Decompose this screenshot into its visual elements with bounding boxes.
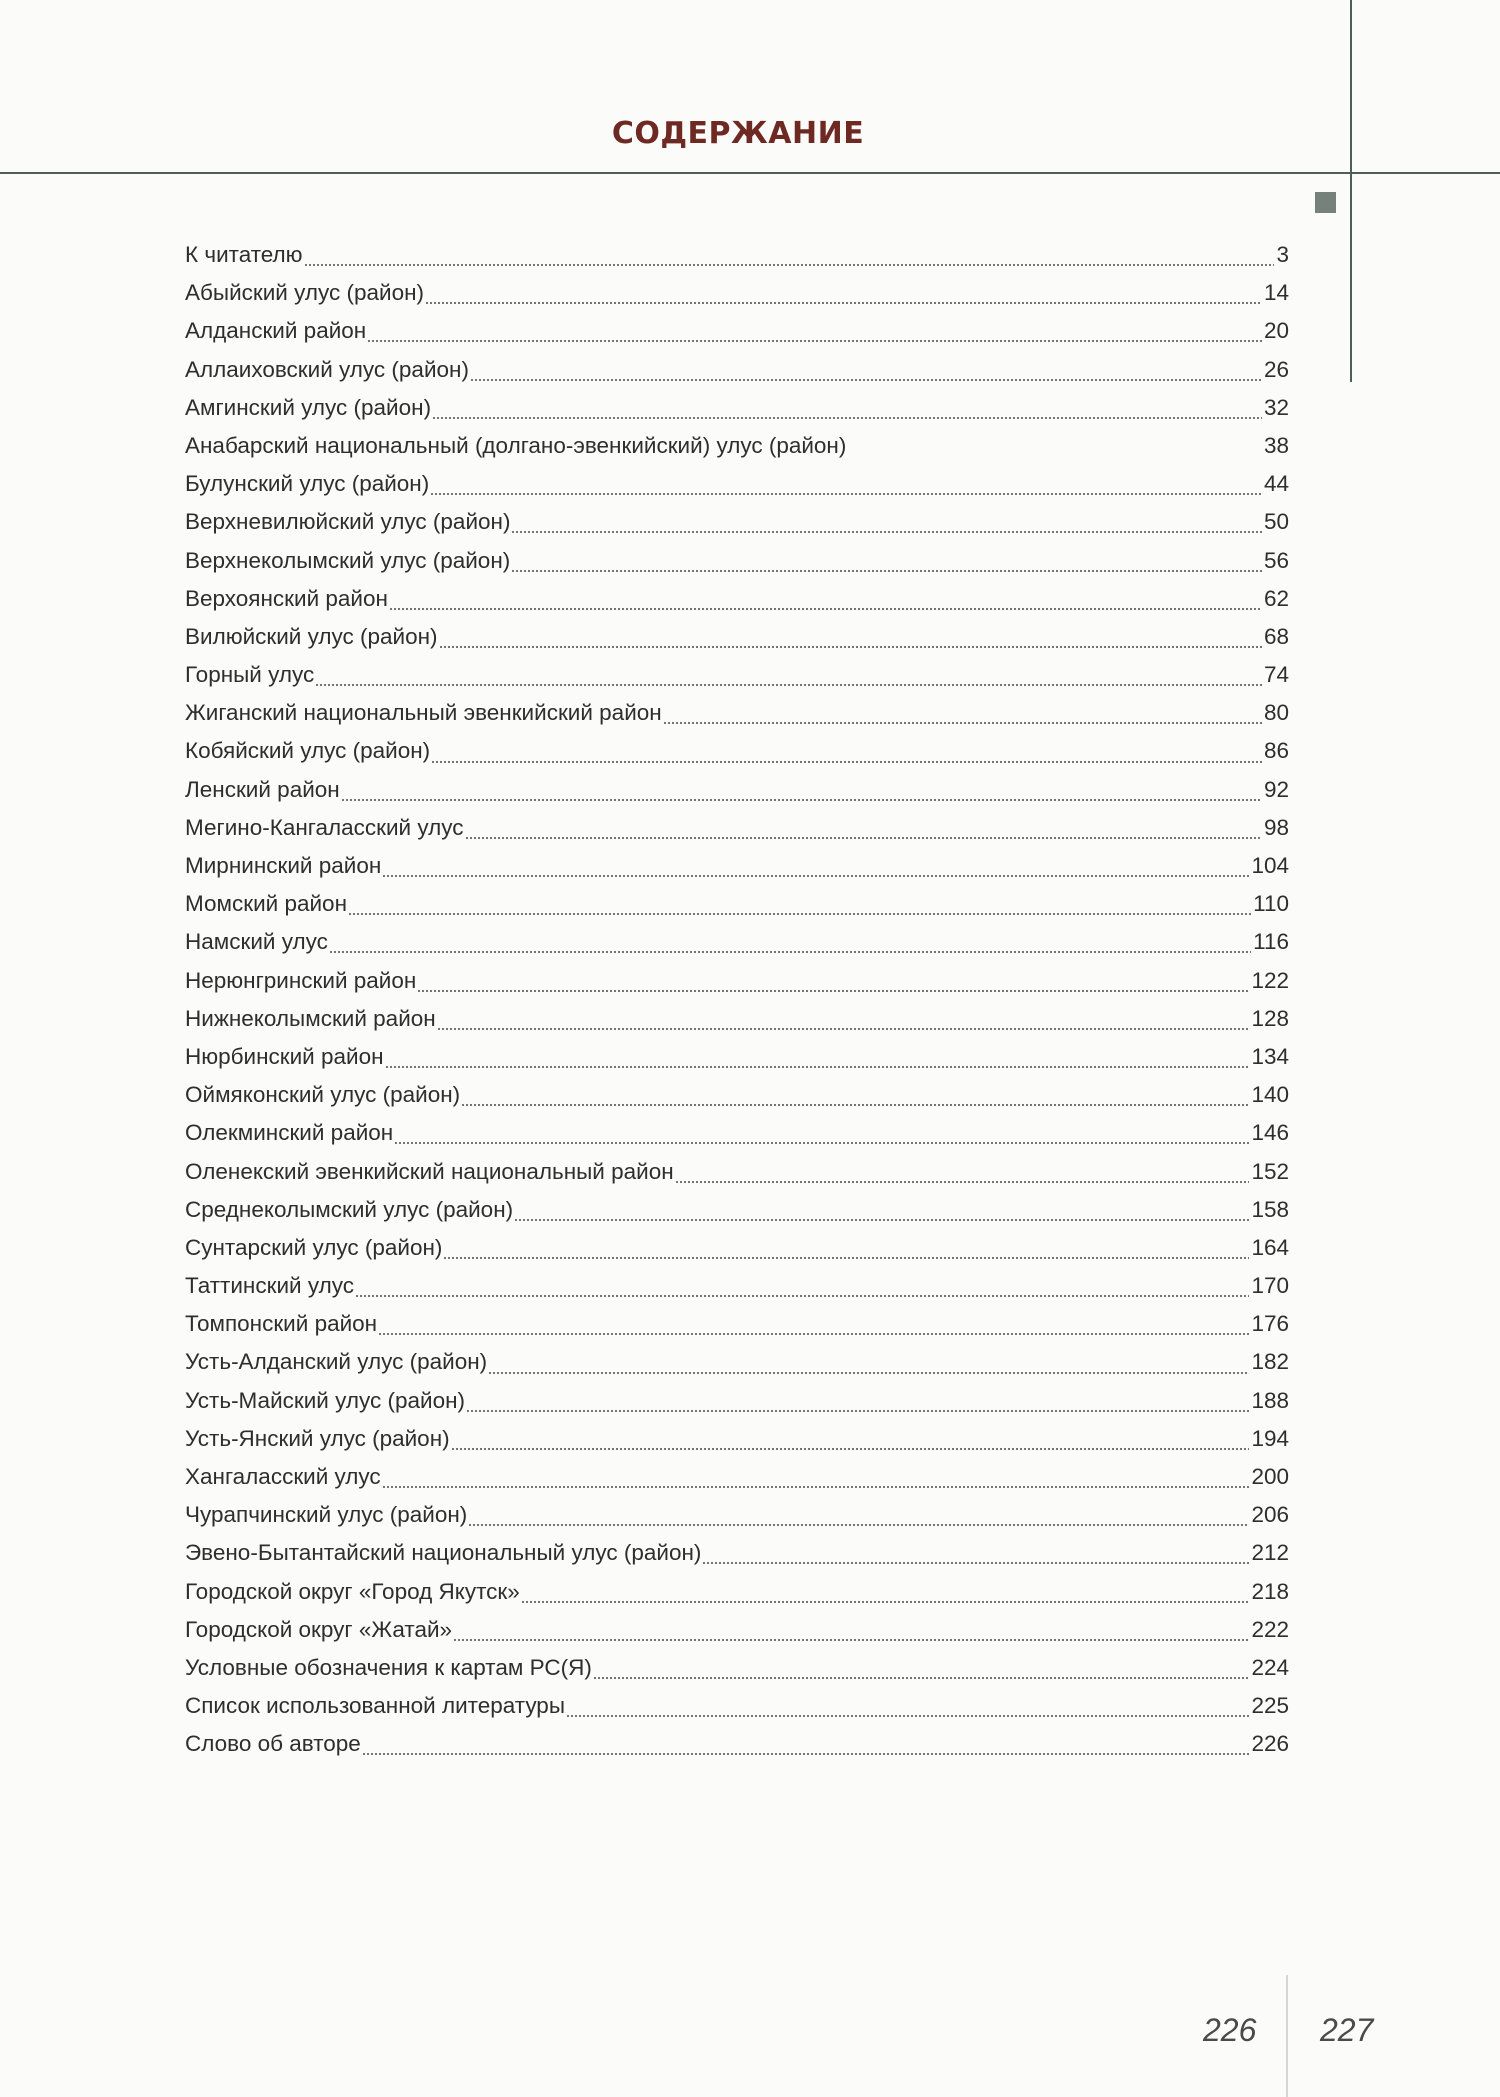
toc-entry[interactable] — [185, 618, 1289, 656]
toc-entry[interactable] — [185, 656, 1289, 694]
toc-entry-page: 128 — [1251, 1005, 1289, 1031]
vertical-divider-line — [1350, 0, 1352, 382]
toc-entry[interactable] — [185, 809, 1289, 847]
toc-entry[interactable] — [185, 1076, 1289, 1114]
toc-entry-title: Анабарский национальный (долгано-эвенкийский) улус (район) — [185, 432, 847, 458]
toc-entry-title: Горный улус — [185, 662, 315, 688]
toc-entry-title: Таттинский улус — [185, 1273, 354, 1299]
toc-entry-title: Аллаиховский улус (район) — [185, 356, 469, 382]
toc-entry-page: 14 — [1263, 280, 1289, 306]
toc-entry-title: Усть-Алданский улус (район) — [185, 1349, 488, 1375]
toc-entry-page: 74 — [1263, 662, 1289, 688]
toc-entry[interactable] — [185, 1725, 1289, 1763]
dot-leader — [355, 1295, 1249, 1297]
toc-entry-title: Усть-Майский улус (район) — [185, 1387, 466, 1413]
toc-entry-page: 164 — [1251, 1234, 1289, 1260]
toc-entry-title: Верхоянский район — [185, 585, 388, 611]
toc-entry[interactable] — [185, 503, 1289, 541]
toc-entry-page: 68 — [1263, 623, 1289, 649]
toc-entry[interactable] — [185, 351, 1289, 389]
dot-leader — [465, 837, 1262, 839]
dot-leader — [593, 1677, 1250, 1679]
toc-entry-title: Мирнинский район — [185, 853, 382, 878]
table-of-contents — [185, 236, 1289, 1764]
dot-leader — [348, 913, 1251, 915]
toc-entry-title: Мегино-Кангаласский улус — [185, 814, 464, 840]
toc-entry-title: Условные обозначения к картам РС(Я) — [185, 1654, 592, 1680]
toc-entry-page: 56 — [1263, 547, 1289, 573]
toc-entry[interactable] — [185, 427, 1289, 465]
toc-entry-page: 32 — [1263, 394, 1289, 420]
toc-entry[interactable] — [185, 236, 1289, 274]
toc-entry[interactable] — [185, 1649, 1289, 1687]
toc-entry[interactable] — [185, 1687, 1289, 1725]
dot-leader — [470, 379, 1262, 381]
toc-entry-title: Олекминский район — [185, 1120, 394, 1146]
toc-entry[interactable] — [185, 1000, 1289, 1038]
toc-entry-page: 134 — [1251, 1043, 1289, 1069]
toc-entry-page: 98 — [1263, 814, 1289, 840]
dot-leader — [466, 1410, 1249, 1412]
toc-entry[interactable] — [185, 885, 1289, 923]
dot-leader — [367, 340, 1262, 342]
dot-leader — [382, 1486, 1250, 1488]
toc-entry-page: 3 — [1276, 242, 1289, 267]
dot-leader — [362, 1753, 1250, 1755]
toc-entry-title: Городской округ «Город Якутск» — [185, 1578, 520, 1604]
toc-entry-title: Ленский район — [185, 776, 340, 802]
right-page-number: 227 — [1320, 2012, 1374, 2048]
dot-leader — [378, 1333, 1249, 1335]
toc-entry-title: Слово об авторе — [185, 1731, 361, 1757]
toc-entry-title: Жиганский национальный эвенкийский район — [185, 700, 662, 726]
toc-entry-title: Список использованной литературы — [185, 1693, 565, 1719]
toc-entry-title: Городской округ «Жатай» — [185, 1616, 453, 1642]
toc-entry[interactable] — [185, 962, 1289, 1000]
header-divider-line — [0, 172, 1500, 174]
toc-entry-page: 140 — [1251, 1082, 1289, 1108]
toc-entry-page: 218 — [1251, 1578, 1289, 1604]
dot-leader — [341, 799, 1262, 801]
toc-entry-page: 26 — [1263, 356, 1289, 382]
toc-entry-page: 110 — [1253, 891, 1289, 917]
dot-leader — [431, 761, 1262, 763]
toc-entry-page: 206 — [1251, 1502, 1289, 1528]
dot-leader — [425, 302, 1262, 304]
toc-entry[interactable] — [185, 1191, 1289, 1229]
dot-leader — [439, 646, 1262, 648]
toc-entry[interactable] — [185, 1382, 1289, 1420]
dot-leader — [329, 951, 1251, 953]
dot-leader — [514, 1219, 1249, 1221]
toc-entry[interactable] — [185, 923, 1289, 961]
toc-entry-title: Кобяйский улус (район) — [185, 738, 431, 764]
toc-entry-title: К читателю — [185, 242, 303, 267]
toc-entry-page: 226 — [1251, 1731, 1289, 1757]
toc-entry-page: 170 — [1251, 1273, 1289, 1299]
toc-entry[interactable] — [185, 1153, 1289, 1191]
dot-leader — [453, 1639, 1249, 1641]
toc-entry-page: 86 — [1263, 738, 1289, 764]
toc-entry[interactable] — [185, 1343, 1289, 1381]
toc-entry-page: 225 — [1251, 1693, 1289, 1719]
toc-entry-page: 38 — [1263, 432, 1289, 458]
toc-entry[interactable] — [185, 1420, 1289, 1458]
decorative-square — [1315, 192, 1336, 213]
toc-entry[interactable] — [185, 542, 1289, 580]
toc-entry-page: 44 — [1263, 471, 1289, 497]
toc-entry-title: Абыйский улус (район) — [185, 280, 425, 306]
dot-leader — [468, 1524, 1249, 1526]
left-page-number: 226 — [1203, 2012, 1257, 2048]
toc-entry[interactable] — [185, 1573, 1289, 1611]
toc-entry[interactable] — [185, 1038, 1289, 1076]
dot-leader — [675, 1181, 1250, 1183]
toc-entry-page: 200 — [1251, 1464, 1289, 1489]
toc-entry-title: Усть-Янский улус (район) — [185, 1425, 450, 1451]
toc-entry[interactable] — [185, 1114, 1289, 1152]
toc-entry[interactable] — [185, 1496, 1289, 1534]
toc-entry[interactable] — [185, 771, 1289, 809]
toc-entry-page: 176 — [1251, 1311, 1289, 1337]
dot-leader — [511, 531, 1262, 533]
dot-leader — [702, 1562, 1249, 1564]
toc-entry-title: Сунтарский улус (район) — [185, 1234, 443, 1260]
toc-entry-page: 152 — [1251, 1158, 1289, 1184]
toc-entry[interactable] — [185, 1534, 1289, 1572]
toc-entry-page: 222 — [1251, 1616, 1289, 1642]
toc-entry-title: Оймяконский улус (район) — [185, 1082, 461, 1108]
dot-leader — [451, 1448, 1250, 1450]
toc-entry-page: 122 — [1251, 967, 1289, 993]
toc-entry-title: Оленекский эвенкийский национальный район — [185, 1158, 674, 1184]
toc-entry-title: Алданский район — [185, 318, 367, 344]
dot-leader — [511, 570, 1262, 572]
dot-leader — [394, 1142, 1249, 1144]
toc-entry[interactable] — [185, 847, 1289, 885]
toc-entry-page: 158 — [1251, 1196, 1289, 1222]
toc-entry-page: 188 — [1251, 1387, 1289, 1413]
dot-leader — [461, 1104, 1249, 1106]
dot-leader — [432, 417, 1262, 419]
dot-leader — [417, 990, 1249, 992]
toc-entry-title: Булунский улус (район) — [185, 471, 430, 497]
toc-entry[interactable] — [185, 389, 1289, 427]
dot-leader — [304, 264, 1275, 266]
toc-entry-title: Нижнеколымский район — [185, 1005, 436, 1031]
toc-entry[interactable] — [185, 732, 1289, 770]
toc-entry-title: Среднеколымский улус (район) — [185, 1196, 514, 1222]
toc-entry-page: 182 — [1251, 1349, 1289, 1375]
toc-entry-title: Чурапчинский улус (район) — [185, 1502, 468, 1528]
dot-leader — [315, 684, 1262, 686]
toc-entry[interactable] — [185, 694, 1289, 732]
toc-entry[interactable] — [185, 312, 1289, 350]
dot-leader — [521, 1601, 1250, 1603]
dot-leader — [382, 875, 1249, 877]
toc-entry-title: Амгинский улус (район) — [185, 394, 432, 420]
toc-entry-page: 224 — [1251, 1654, 1289, 1680]
toc-entry-page: 62 — [1263, 585, 1289, 611]
dot-leader — [430, 493, 1262, 495]
toc-entry-title: Верхнеколымский улус (район) — [185, 547, 511, 573]
toc-entry[interactable] — [185, 1229, 1289, 1267]
toc-entry-title: Вилюйский улус (район) — [185, 623, 438, 649]
toc-entry-page: 116 — [1253, 929, 1289, 955]
toc-entry[interactable] — [185, 1267, 1289, 1305]
toc-entry-page: 146 — [1251, 1120, 1289, 1146]
toc-entry-title: Нерюнгринский район — [185, 967, 417, 993]
toc-entry-title: Момский район — [185, 891, 347, 917]
dot-leader — [488, 1372, 1249, 1374]
toc-entry-page: 212 — [1251, 1540, 1289, 1566]
toc-entry-page: 104 — [1251, 853, 1289, 878]
toc-entry-page: 194 — [1251, 1425, 1289, 1451]
toc-entry-title: Эвено-Бытантайский национальный улус (район) — [185, 1540, 702, 1566]
dot-leader — [389, 608, 1262, 610]
dot-leader — [566, 1715, 1249, 1717]
toc-entry[interactable] — [185, 1611, 1289, 1649]
toc-entry-page: 20 — [1263, 318, 1289, 344]
toc-entry-title: Нюрбинский район — [185, 1043, 384, 1069]
toc-entry[interactable] — [185, 274, 1289, 312]
toc-entry-title: Намский улус — [185, 929, 328, 955]
toc-entry-page: 50 — [1263, 509, 1289, 535]
dot-leader — [443, 1257, 1249, 1259]
dot-leader — [385, 1066, 1250, 1068]
toc-entry-title: Хангаласский улус — [185, 1464, 381, 1489]
page-gutter-line — [1286, 1975, 1288, 2097]
toc-entry[interactable] — [185, 465, 1289, 503]
dot-leader — [663, 722, 1262, 724]
page-title: СОДЕРЖАНИЕ — [611, 116, 865, 151]
toc-entry[interactable] — [185, 580, 1289, 618]
toc-entry-page: 80 — [1263, 700, 1289, 726]
dot-leader — [437, 1028, 1250, 1030]
toc-entry-title: Верхневилюйский улус (район) — [185, 509, 511, 535]
toc-entry[interactable] — [185, 1458, 1289, 1496]
toc-entry-title: Томпонский район — [185, 1311, 378, 1337]
toc-entry[interactable] — [185, 1305, 1289, 1343]
toc-entry-page: 92 — [1263, 776, 1289, 802]
